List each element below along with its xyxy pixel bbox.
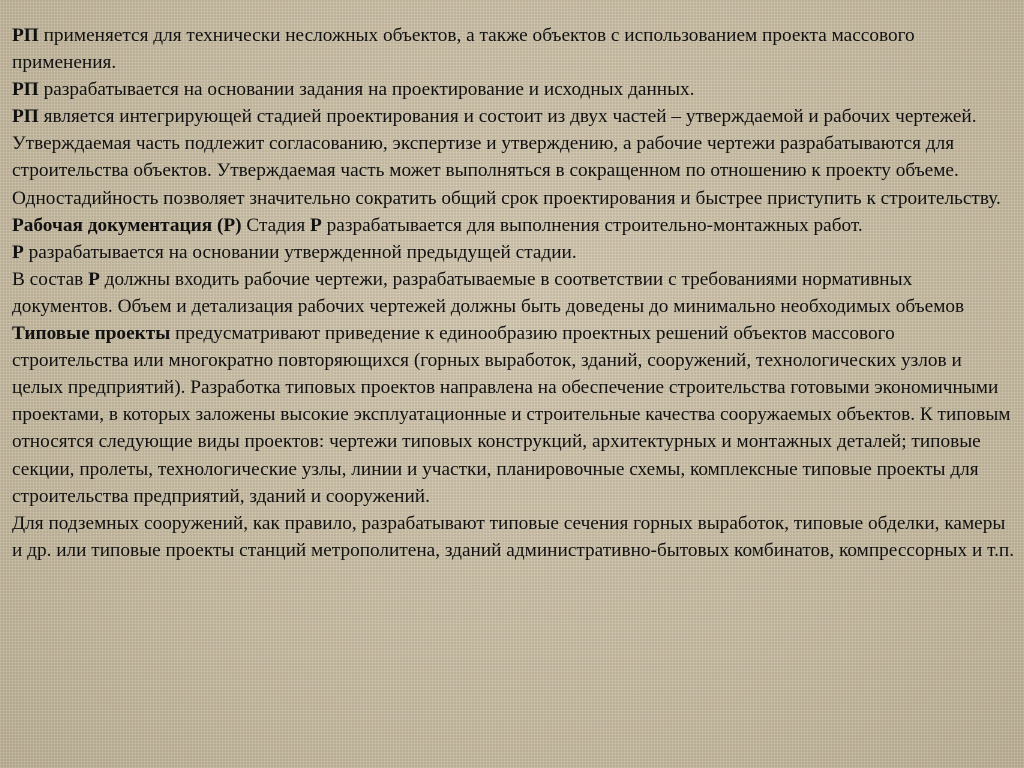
term-rp: РП xyxy=(12,79,39,101)
term-typical-projects: Типовые проекты xyxy=(12,323,171,345)
paragraph-text: применяется для технически несложных объектов, а также объектов с использованием проекта массового применения. xyxy=(12,25,915,74)
paragraph-text: Для подземных сооружений, как правило, разрабатывают типовые сечения горных выработок, типовые обделки, камеры и др. или типовые проекты станций метрополитена, зданий административно-бытовых комбинатов, компрессорных и т.п. xyxy=(12,512,1015,561)
paragraph-r-basis xyxy=(12,239,1016,266)
paragraph-rp-structure xyxy=(12,103,1016,184)
term-r: Р xyxy=(310,214,322,236)
paragraph-working-docs xyxy=(12,212,1016,239)
paragraph-text: Одностадийность позволяет значительно сократить общий срок проектирования и быстрее приступить к строительству. xyxy=(12,187,1001,209)
paragraph-rp-basis xyxy=(12,76,1016,103)
paragraph-text: разрабатывается на основании утвержденной предыдущей стадии. xyxy=(23,241,577,263)
paragraph-rp-usage xyxy=(12,22,1016,76)
term-r: Р xyxy=(12,241,24,263)
paragraph-text: Стадия xyxy=(241,214,311,236)
paragraph-underground xyxy=(12,510,1016,564)
term-r: Р xyxy=(88,268,100,290)
paragraph-typical-projects xyxy=(12,320,1016,510)
paragraph-r-composition xyxy=(12,266,1016,320)
paragraph-text: должны входить рабочие чертежи, разрабатываемые в соответствии с требованиями нормативных документов. Объем и детализация рабочих чертежей должны быть доведены до минимально необходимых объемов xyxy=(12,268,965,317)
term-working-docs: Рабочая документация (Р) xyxy=(12,214,242,236)
term-rp: РП xyxy=(12,25,39,46)
paragraph-text: разрабатывается для выполнения строительно-монтажных работ. xyxy=(321,214,863,236)
paragraph-single-stage xyxy=(12,185,1016,212)
paragraph-text: предусматривают приведение к единообразию проектных решений объектов массового строительства или многократно повторяющихся (горных выработок, зданий, сооружений, технологических узлов и целых предприятий). Разработка типовых проектов направлена на обеспечение строительства готовыми экономичными проектами, в которых заложены высокие эксплуатационные и строительные качества сооружаемых объектов. К типовым относятся следующие виды проектов: чертежи типовых конструкций, архитектурных и монтажных деталей; типовые секции, пролеты, технологические узлы, линии и участки, планировочные схемы, комплексные типовые проекты для строительства предприятий, зданий и сооружений. xyxy=(12,323,1011,507)
paragraph-text: В состав xyxy=(12,268,89,290)
paragraph-text: является интегрирующей стадией проектирования и состоит из двух частей – утверждаемой и рабочих чертежей. Утверждаемая часть подлежит согласованию, экспертизе и утверждению, а рабочие чертежи разрабатываются для строительства объектов. Утверждаемая часть может выполняться в сокращенном по отношению к проекту объеме. xyxy=(12,106,977,182)
paragraph-text: разрабатывается на основании задания на проектирование и исходных данных. xyxy=(38,79,695,101)
slide-text-body xyxy=(12,22,1016,564)
term-rp: РП xyxy=(12,106,39,128)
